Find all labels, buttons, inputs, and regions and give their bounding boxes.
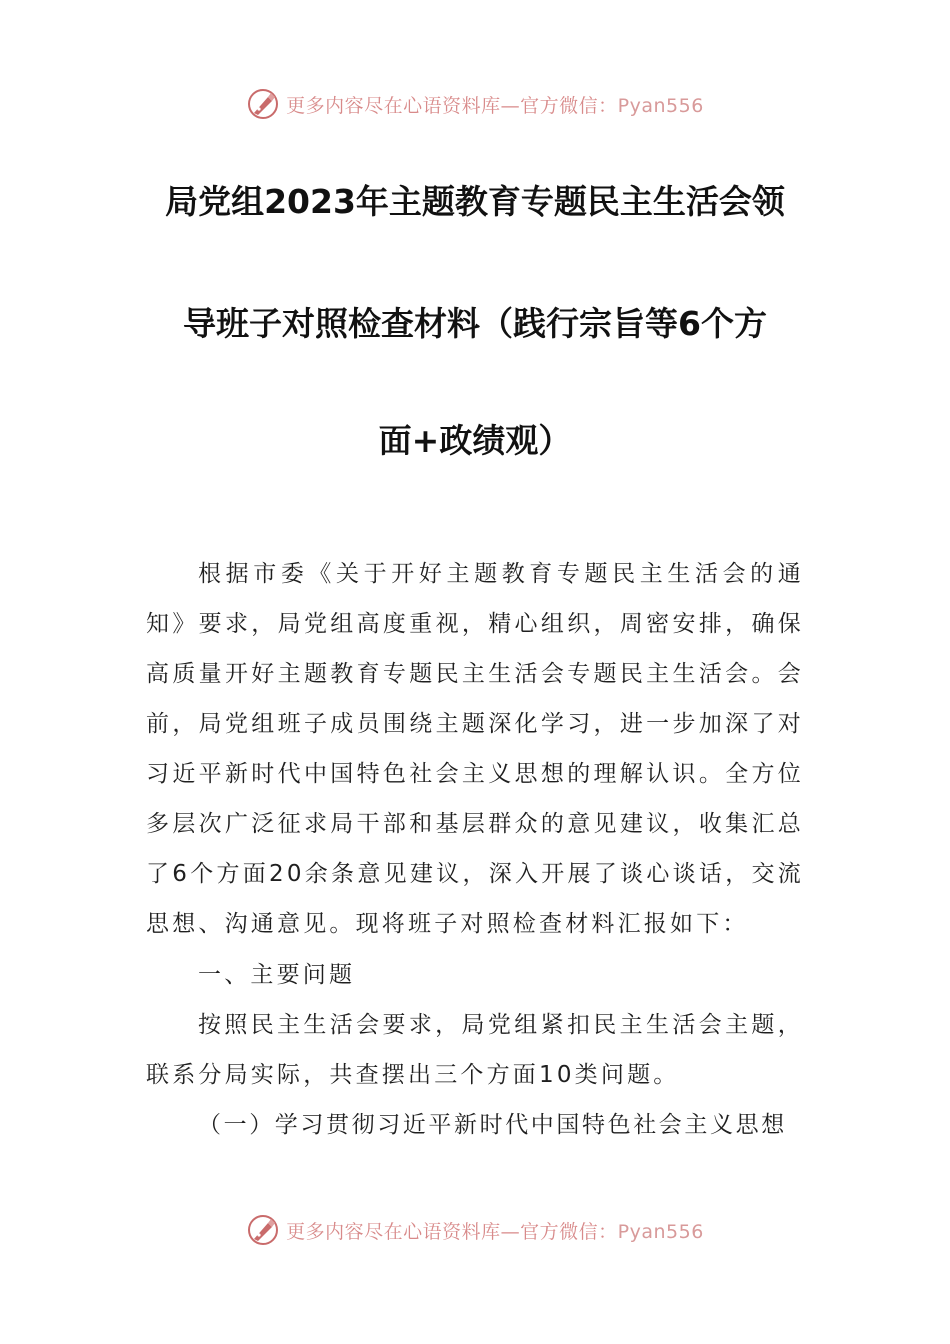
header-watermark [0,84,950,124]
document-title-line-1: 局党组2023年主题教育专题民主生活会领 [165,182,785,221]
document-title-line-3: 面+政绩观） [378,421,572,460]
watermark-label: 更多内容尽在心语资料库—官方微信： [286,1220,618,1243]
watermark-label: 更多内容尽在心语资料库—官方微信： [286,94,618,117]
watermark-wechat-id: Pyan556 [617,1220,704,1243]
section-heading-main-issues: 一、主要问题 [198,962,356,988]
footer-watermark [0,1210,950,1250]
watermark-wechat-id: Pyan556 [617,94,704,117]
intro-paragraph: 根据市委《关于开好主题教育专题民主生活会的通知》要求，局党组高度重视，精心组织，周密安排，确保高质量开好主题教育专题民主生活会专题民主生活会。会前，局党组班子成员围绕主题深化学习，进一步加深了对习近平新时代中国特色社会主义思想的理解认识。全方位多层次广泛征求局干部和基层群众的意见建议，收集汇总了6个方面20余条意见建议，深入开展了谈心谈话，交流思想、沟通意见。现将班子对照检查材料汇报如下： [146,561,804,937]
document-title-line-2: 导班子对照检查材料（践行宗旨等6个方 [183,304,767,343]
pen-nib-logo-icon [246,87,280,121]
pen-nib-logo-icon [246,1213,280,1247]
issues-summary-paragraph: 按照民主生活会要求，局党组紧扣民主生活会主题，联系分局实际，共查摆出三个方面10类问题。 [146,1012,804,1088]
watermark-text [286,1217,704,1244]
watermark-text [286,91,704,118]
subsection-heading-1: （一）学习贯彻习近平新时代中国特色社会主义思想 [198,1112,787,1138]
